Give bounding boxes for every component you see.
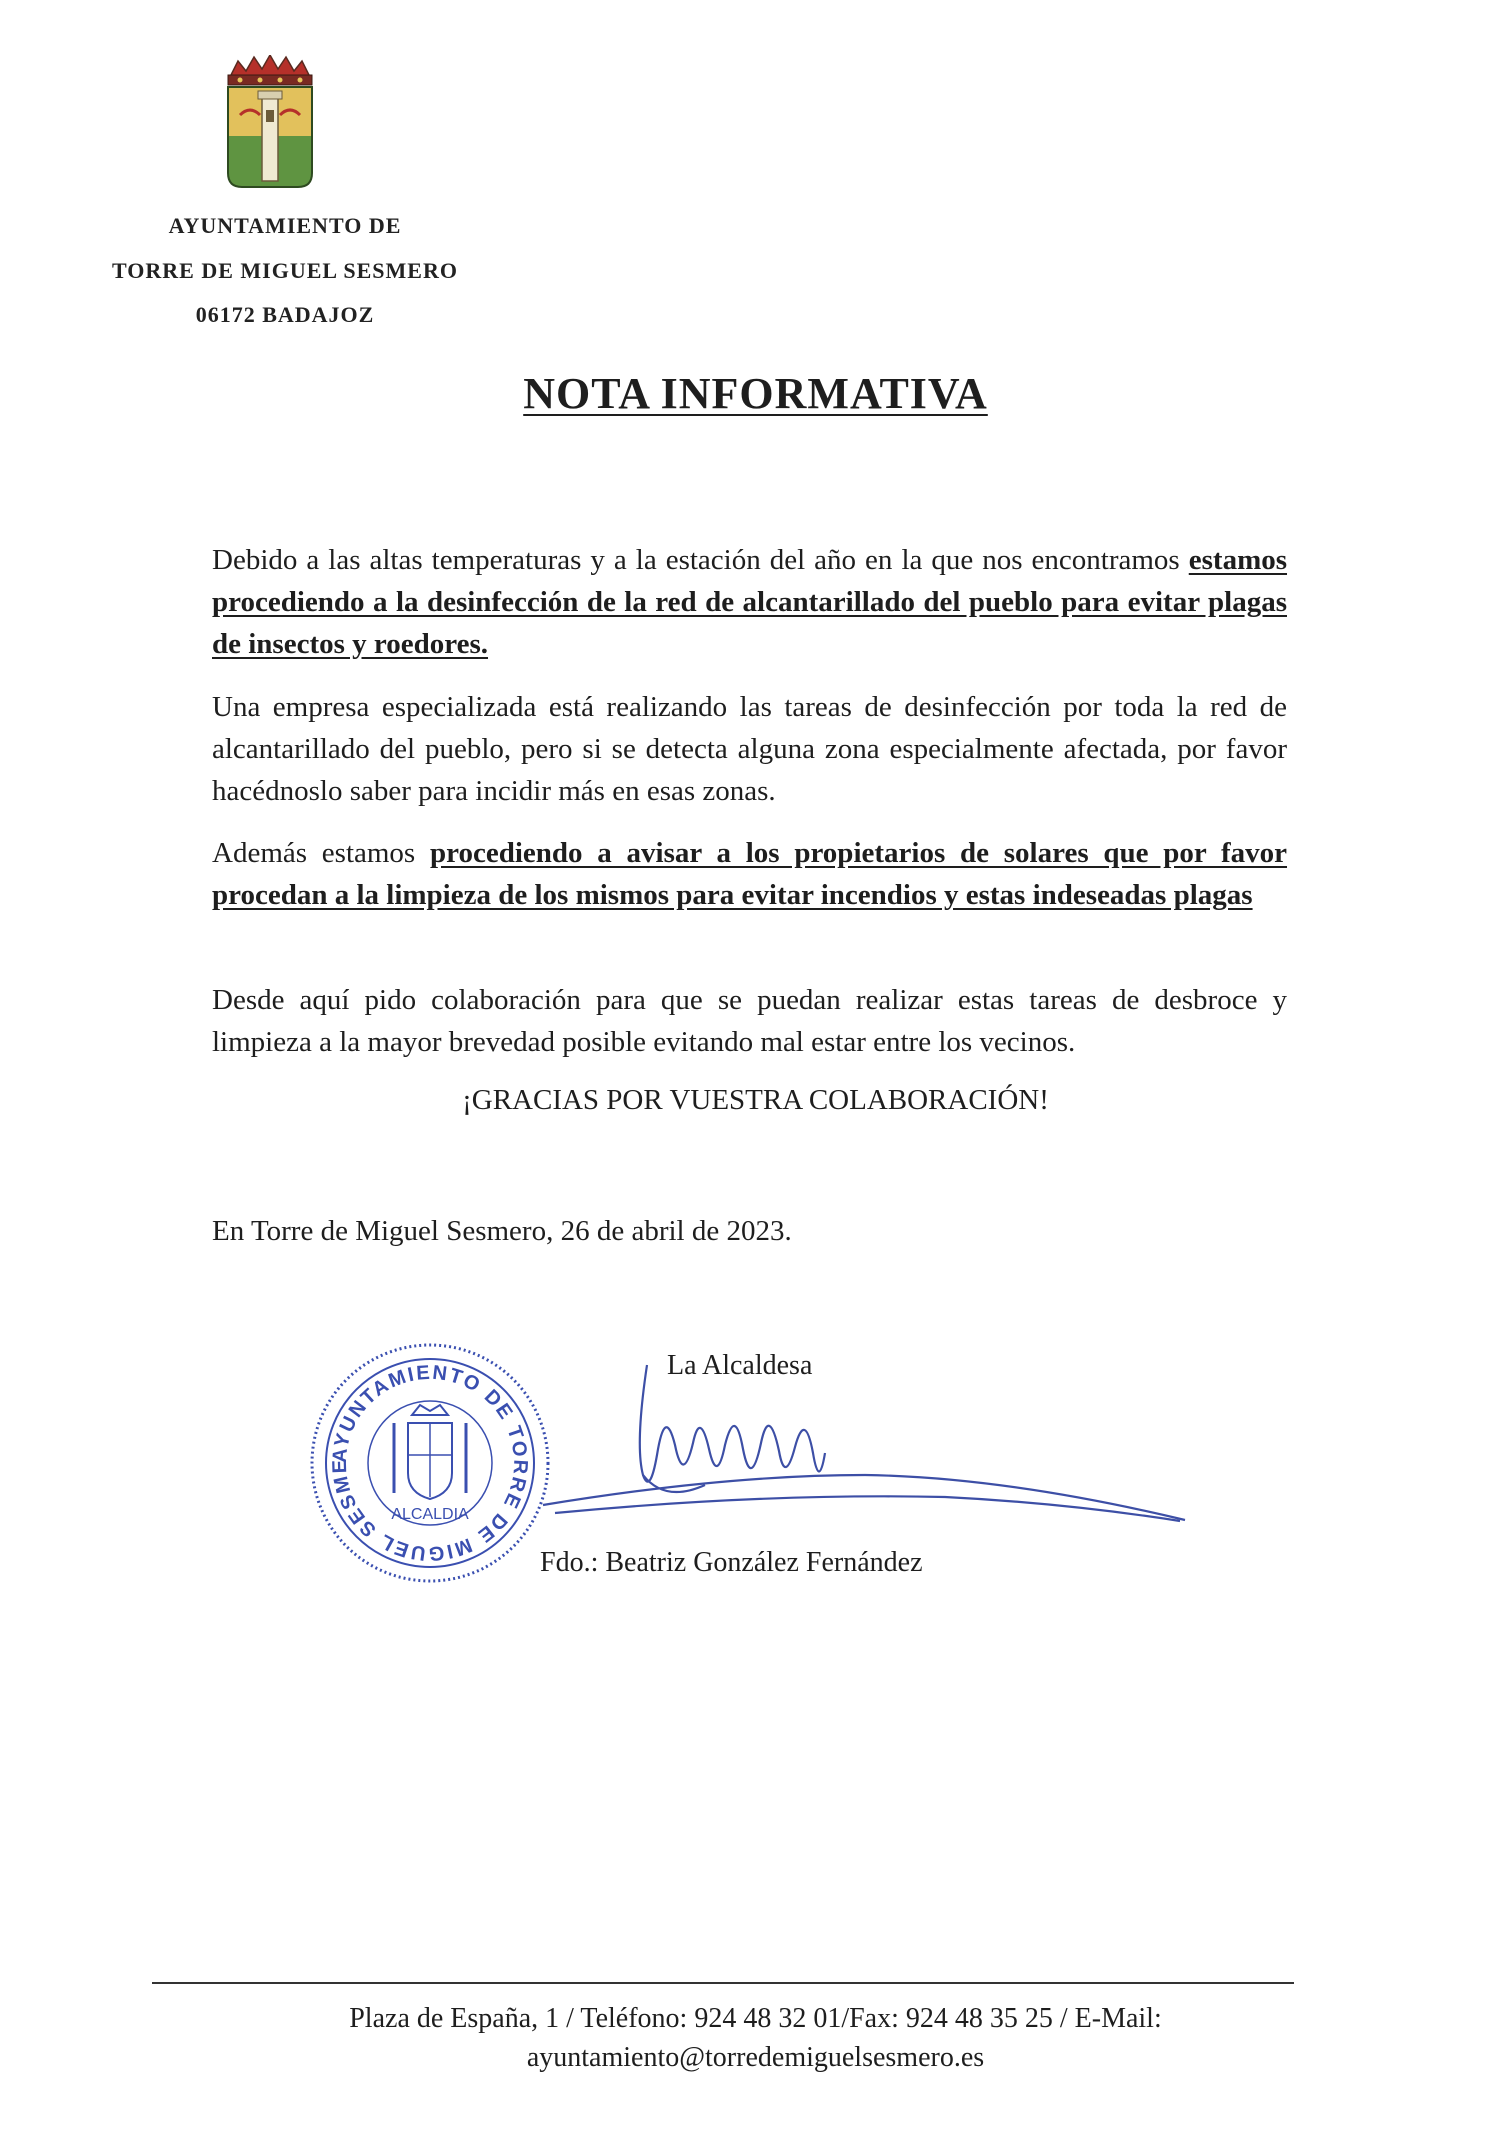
paragraph-3-text: Además estamos <box>212 837 416 869</box>
signatory-role: La Alcaldesa <box>667 1350 813 1381</box>
org-name-line-1: AYUNTAMIENTO DE <box>168 213 402 238</box>
handwritten-signature <box>543 1365 1185 1521</box>
svg-text:ALCALDIA: ALCALDIA <box>391 1506 469 1523</box>
paragraph-3 <box>212 832 1287 916</box>
footer-email: ayuntamiento@torredemiguelsesmero.es <box>526 2042 985 2073</box>
thanks-line: ¡GRACIAS POR VUESTRA COLABORACIÓN! <box>462 1084 1049 1116</box>
place-and-date: En Torre de Miguel Sesmero, 26 de abril de 2023. <box>212 1215 792 1247</box>
paragraph-2: Una empresa especializada está realizando las tareas de desinfección por toda la red de alcantarillado del pueblo, pero si se detecta alguna zona especialmente afectada, por favor hacédnoslo saber para incidir más en esas zonas. <box>212 691 1287 807</box>
municipal-crest-logo <box>220 55 320 190</box>
footer-divider <box>152 1982 1294 1984</box>
paragraph-1 <box>212 539 1287 665</box>
org-name-line-2: TORRE DE MIGUEL SESMERO <box>112 258 458 283</box>
paragraph-1-text: Debido a las altas temperaturas y a la estación del año en la que nos encontramos <box>212 544 1180 576</box>
paragraph-1-emphasis: estamos procediendo a la desinfección de la red de alcantarillado del pueblo para evitar plagas de insectos y roedores. <box>212 544 1288 660</box>
paragraph-3-emphasis: procediendo a avisar a los propietarios de solares que por favor procedan a la limpieza de los mismos para evitar incendios y estas indeseadas plagas <box>212 837 1288 911</box>
signatory-name: Fdo.: Beatriz González Fernández <box>540 1547 923 1578</box>
footer-contact-line: Plaza de España, 1 / Teléfono: 924 48 32 01/Fax: 924 48 35 25 / E-Mail: <box>349 2003 1162 2034</box>
paragraph-4: Desde aquí pido colaboración para que se puedan realizar estas tareas de desbroce y limpieza a la mayor brevedad posible evitando mal estar entre los vecinos. <box>212 984 1287 1058</box>
svg-text:AYUNTAMIENTO DE TORRE DE MIGUE: AYUNTAMIENTO DE TORRE DE MIGUEL SESMERO (Badajoz) <box>328 1361 532 1565</box>
org-address-line: 06172 BADAJOZ <box>195 302 375 327</box>
document-title: NOTA INFORMATIVA <box>523 369 988 418</box>
official-stamp <box>312 1345 548 1581</box>
